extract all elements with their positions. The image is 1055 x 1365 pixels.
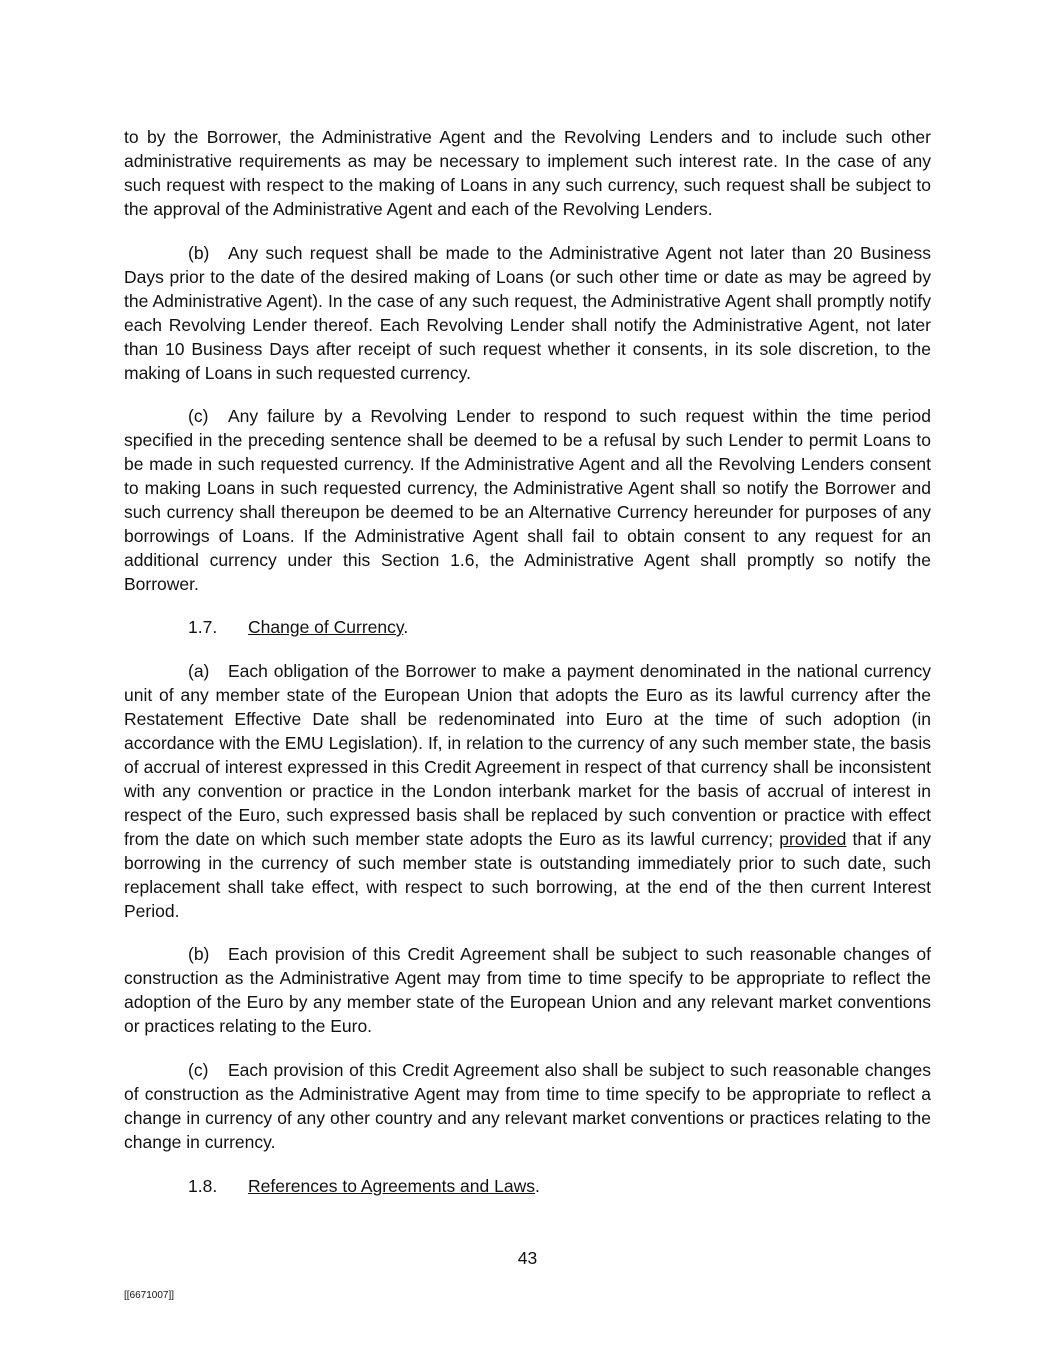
paragraph-1-7-b-text: Each provision of this Credit Agreement shall be subject to such reasonable changes of construction as the Administrative Agent may from time to time specify to be appropriate to reflect the adoption of the Euro by any member state of the European Union and any relevant market conventions or practices relating to the Euro. (124, 944, 931, 1036)
paragraph-1-7-c-text: Each provision of this Credit Agreement also shall be subject to such reasonable changes of construction as the Administrative Agent may from time to time specify to be appropriate to reflect a change in currency of any other country and any relevant market conventions or practices relating to the change in currency. (124, 1060, 931, 1152)
paragraph-1-7-b-label: (b) (188, 944, 210, 964)
paragraph-c (124, 404, 931, 596)
section-number: 1.7. (188, 617, 218, 637)
paragraph-1-7-c (124, 1058, 931, 1154)
section-title: References to Agreements and Laws (248, 1176, 535, 1196)
section-period: . (534, 1176, 540, 1196)
footer-document-id: [[6671007]] (124, 1290, 175, 1301)
section-title: Change of Currency (248, 617, 404, 637)
paragraph-c-label: (c) (188, 406, 209, 426)
section-heading-1-7 (188, 615, 408, 639)
paragraph-1-7-a-label: (a) (188, 661, 210, 681)
paragraph-c-text: Any failure by a Revolving Lender to respond to such request within the time period specified in the preceding sentence shall be deemed to be a refusal by such Lender to permit Loans to be made in such requested currency. If the Administrative Agent and all the Revolving Lenders consent to making Loans in such requested currency, the Administrative Agent shall so notify the Borrower and such currency shall thereupon be deemed to be an Alternative Currency hereunder for purposes of any borrowings of Loans. If the Administrative Agent shall fail to obtain consent to any request for an additional currency under this Section 1.6, the Administrative Agent shall promptly so notify the Borrower. (124, 406, 931, 594)
paragraph-b-label: (b) (188, 243, 210, 263)
paragraph-1-7-a (124, 659, 931, 923)
paragraph-1-7-a-text-1: Each obligation of the Borrower to make a payment denominated in the national currency unit of any member state of the European Union that adopts the Euro as its lawful currency after the Restatement Effective Date shall be redenominated into Euro at the time of such adoption (in accordance with the EMU Legislation). If, in relation to the currency of any such member state, the basis of accrual of interest expressed in this Credit Agreement in respect of that currency shall be inconsistent with any convention or practice in the London interbank market for the basis of accrual of interest in respect of the Euro, such expressed basis shall be replaced by such convention or practice with effect from the date on which such member state adopts the Euro as its lawful currency; (124, 661, 931, 849)
paragraph-1-7-b (124, 942, 931, 1038)
page-number: 43 (517, 1248, 538, 1268)
provided-term: provided (779, 829, 847, 849)
section-heading-1-8 (188, 1174, 540, 1198)
paragraph-b (124, 241, 931, 385)
paragraph-intro: to by the Borrower, the Administrative Agent and the Revolving Lenders and to include such other administrative requirements as may be necessary to implement such interest rate. In the case of any such request with respect to the making of Loans in any such currency, such request shall be subject to the approval of the Administrative Agent and each of the Revolving Lenders. (124, 127, 931, 219)
section-period: . (403, 617, 409, 637)
paragraph-1-7-c-label: (c) (188, 1060, 209, 1080)
section-number: 1.8. (188, 1176, 218, 1196)
paragraph-1-7-a-text-2: that if any borrowing in the currency of such member state is outstanding immediately prior to such date, such replacement shall take effect, with respect to such borrowing, at the end of the then current Interest Period. (124, 829, 931, 921)
paragraph-b-text: Any such request shall be made to the Administrative Agent not later than 20 Business Days prior to the date of the desired making of Loans (or such other time or date as may be agreed by the Administrative Agent). In the case of any such request, the Administrative Agent shall promptly notify each Revolving Lender thereof. Each Revolving Lender shall notify the Administrative Agent, not later than 10 Business Days after receipt of such request whether it consents, in its sole discretion, to the making of Loans in such requested currency. (124, 243, 931, 383)
